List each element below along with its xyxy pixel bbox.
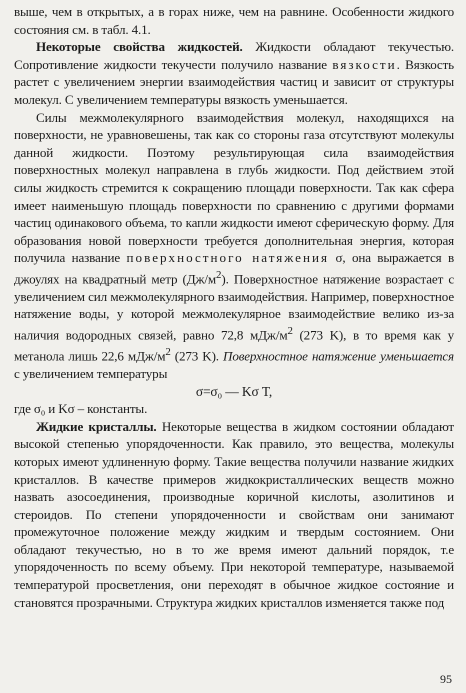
text-fragment: Некоторые вещества в жидком состоянии обладают высокой степенью упорядоченности. Как правило, это вещества, молекулы которых имеют удлиненную форму. Такие вещества получили название жидких кристаллов. В качестве примеров жидкокристаллических веществ можно назвать азосоединения, производные коричной кислоты, азолитинов и стероидов. По степени упорядоченности и свойствам они занимают промежуточное положение между жидким и твердым состоянием. Они обладают текучестью, но в то же время имеют дальний порядок, т.е упорядоченность по всему объему. При некоторой температуре, называемой температурой просветления, они переходят в обычное жидкое состояние и становятся прозрачными. Структура жидких кристаллов изменяется также под	[14, 418, 454, 610]
term-surface-tension: поверхностного натяжения	[126, 250, 330, 266]
page-number: 95	[440, 672, 452, 686]
paragraph-surface-tension	[14, 109, 454, 383]
section-heading-liquid-crystals: Жидкие кристаллы.	[36, 418, 157, 434]
formula-surface-tension: σ=σ₀ — Kσ T,	[195, 383, 273, 399]
text-fragment: ). Поверхностное натяжение возрастает с увеличением сил межмолекулярного взаимодействия. Например, поверхностное натяжение воды, у которой межмолекулярное взаимодействие велико из-за наличия водородных связей, равно 72,8 мДж/м	[14, 271, 455, 343]
page-body	[14, 3, 454, 611]
text-fragment: (273 K).	[170, 348, 224, 364]
text-fragment: Силы межмолекулярного взаимодействия молекул, находящихся на поверхности, не уравновешены, так как со стороны газа отсутствуют молекулы данной жидкости. Поэтому результирующая сила взаимодействия поверхностных молекул направлена в глубь жидкости. Под действием этой силы жидкость стремится к сокращению площади поверхности. Так как сфера имеет наименьшую площадь поверхности по сравнению с другими формами частиц одинакового объема, то капли жидкости имеют сферическую форму. Для образования новой поверхности требуется дополнительная энергия, которая получила название	[14, 109, 454, 266]
text-fragment: . Вязкость растет с увеличением энергии взаимодействия частиц и зависит от структуры молекул. С увеличением температуры вязкость уменьшается.	[14, 56, 454, 107]
paragraph-intro: выше, чем в открытых, а в горах ниже, чем на равнине. Особенности жидкого состояния см. в табл. 4.1.	[14, 4, 454, 37]
formula-constants-note: где σ₀ и Kσ – константы.	[14, 401, 148, 417]
text-fragment: σ, она выражается в джоулях на квадратный метр (Дж/м	[14, 250, 454, 287]
section-heading-liquid-properties: Некоторые свойства жидкостей.	[36, 39, 243, 55]
paragraph-liquid-crystals	[14, 418, 454, 612]
text-fragment: с увеличением температуры	[14, 365, 168, 381]
text-fragment: Жидкости обладают текучестью. Сопротивление жидкости текучести получило название	[14, 39, 454, 72]
term-viscosity: вязкости	[332, 56, 397, 72]
paragraph-liquid-properties	[14, 38, 454, 108]
italic-emphasis: Поверхностное натяжение уменьшается	[223, 348, 454, 364]
superscript: 2	[216, 268, 222, 281]
text-fragment: (273 K), в то время как у метанола лишь 22,6 мДж/м	[14, 327, 454, 364]
superscript: 2	[165, 346, 171, 358]
superscript: 2	[287, 325, 293, 338]
